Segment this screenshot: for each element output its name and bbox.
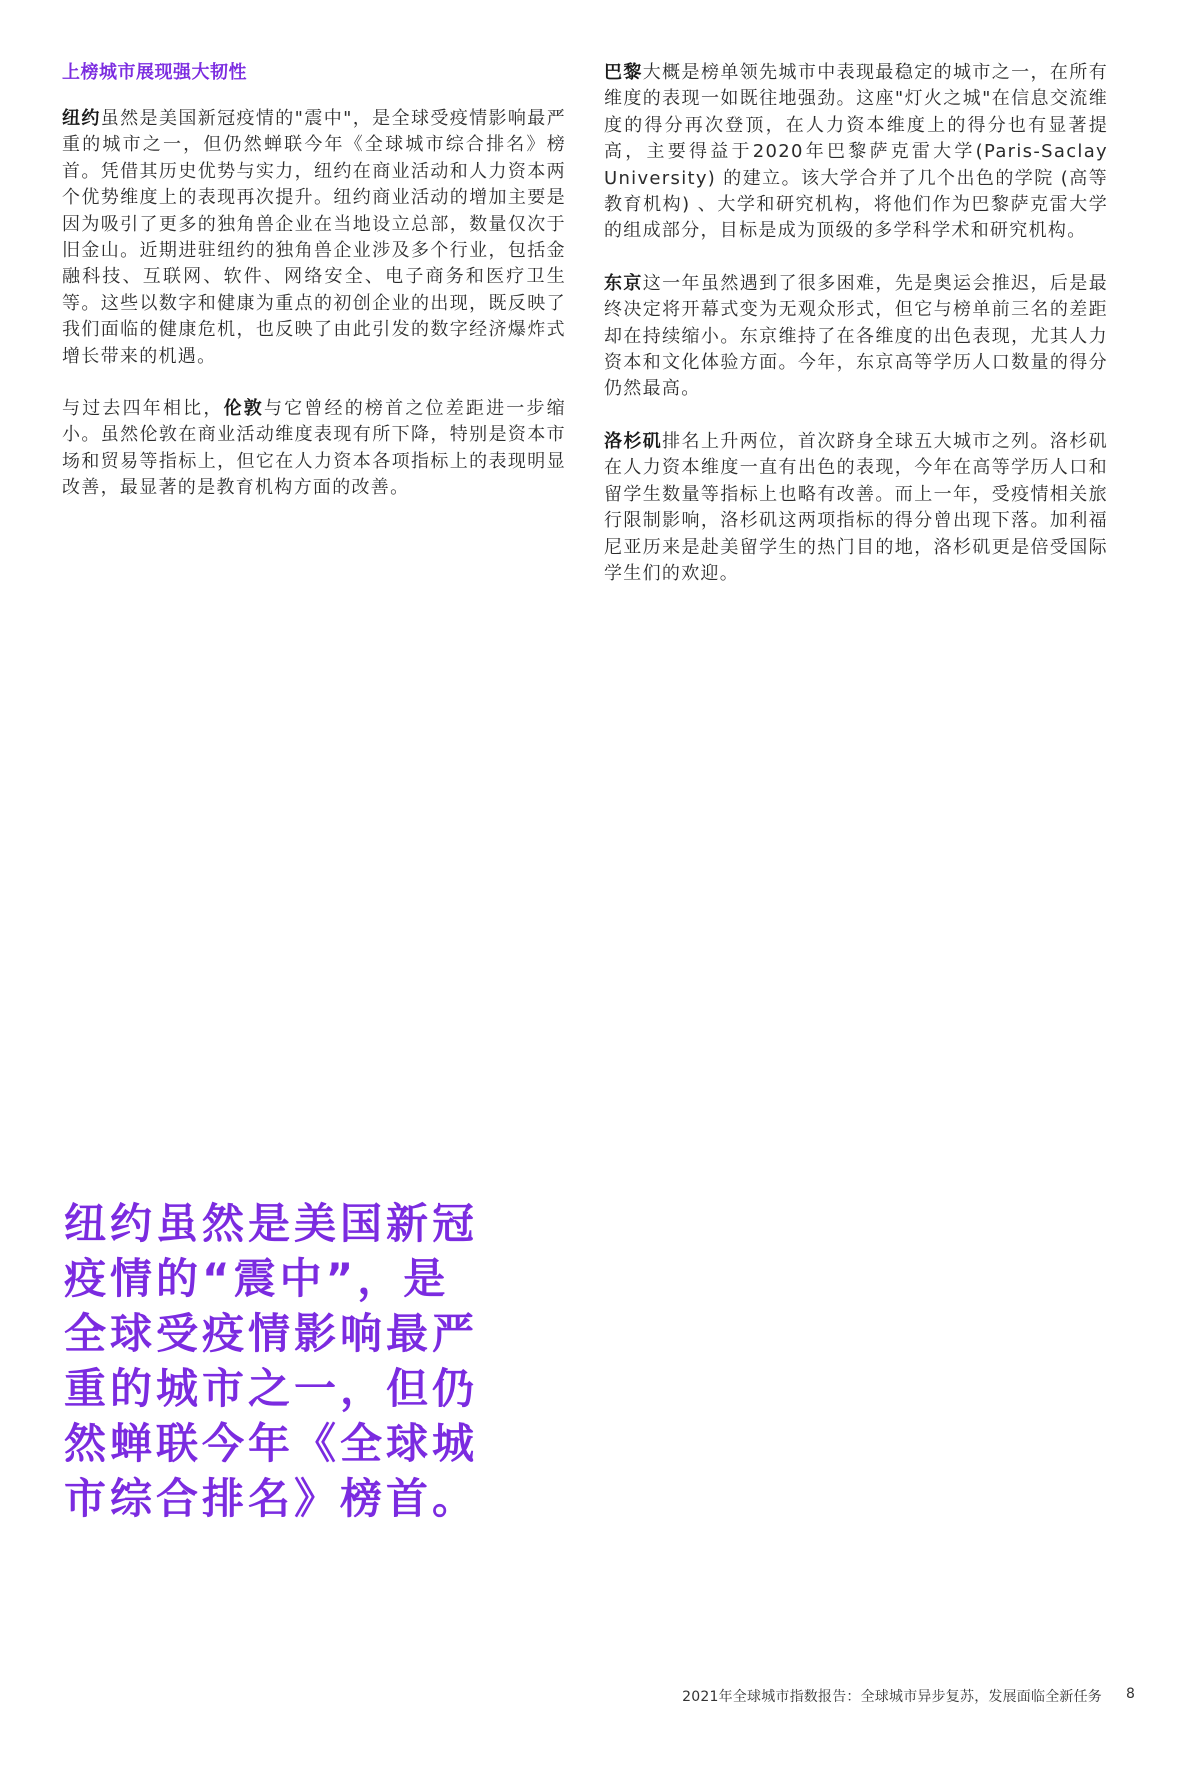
city-name-paris: 巴黎: [604, 62, 643, 83]
page-footer: [0, 1686, 1200, 1710]
city-name-tokyo: 东京: [604, 272, 643, 294]
paragraph-text: 与它曾经的榜首之位差距进一步缩小。虽然伦敦在商业活动维度表现有所下降，特别是资本市场和贸易等指标上，但它在人力资本各项指标上的表现明显改善，最显著的是教育机构方面的改善。: [62, 398, 566, 499]
paragraph-tokyo: [604, 271, 1108, 403]
city-name-new-york: 纽约: [62, 108, 101, 129]
paragraph-london: [62, 396, 566, 502]
paragraph-text: 虽然是美国新冠疫情的"震中"，是全球受疫情影响最严重的城市之一，但仍然蝉联今年《全球城市综合排名》榜首。凭借其历史优势与实力，纽约在商业活动和人力资本两个优势维度上的表现再次提升。纽约商业活动的增加主要是因为吸引了更多的独角兽企业在当地设立总部，数量仅次于旧金山。近期进驻纽约的独角兽企业涉及多个行业，包括金融科技、互联网、软件、网络安全、电子商务和医疗卫生等。这些以数字和健康为重点的初创企业的出现，既反映了我们面临的健康危机，也反映了由此引发的数字经济爆炸式增长带来的机遇。: [62, 108, 566, 367]
paragraph-text: 这一年虽然遇到了很多困难，先是奥运会推迟，后是最终决定将开幕式变为无观众形式，但它与榜单前三名的差距却在持续缩小。东京维持了在各维度的出色表现，尤其人力资本和文化体验方面。今年，东京高等学历人口数量的得分仍然最高。: [604, 272, 1108, 400]
paragraph-new-york: [62, 106, 566, 370]
page-number: 8: [1126, 1686, 1135, 1702]
paragraph-los-angeles: [604, 429, 1108, 587]
pull-quote: 纽约虽然是美国新冠疫情的“震中”，是全球受疫情影响最严重的城市之一，但仍然蝉联今年《全球城市综合排名》榜首。: [64, 1199, 479, 1523]
city-name-los-angeles: 洛杉矶: [604, 430, 663, 452]
paragraph-prefix: 与过去四年相比，: [62, 398, 224, 420]
section-title: 上榜城市展现强大韧性: [62, 62, 247, 83]
paragraph-paris: [604, 60, 1108, 245]
paragraph-text: 排名上升两位，首次跻身全球五大城市之列。洛杉矶在人力资本维度一直有出色的表现，今年在高等学历人口和留学生数量等指标上也略有改善。而上一年，受疫情相关旅行限制影响，洛杉矶这两项指标的得分曾出现下落。加利福尼亚历来是赴美留学生的热门目的地，洛杉矶更是倍受国际学生们的欢迎。: [604, 430, 1108, 584]
left-column: [62, 60, 566, 528]
footer-report-title: 2021年全球城市指数报告：全球城市异步复苏，发展面临全新任务: [682, 1689, 1102, 1705]
right-column: [604, 60, 1108, 613]
city-name-london: 伦敦: [223, 398, 264, 420]
paragraph-text: 大概是榜单领先城市中表现最稳定的城市之一，在所有维度的表现一如既往地强劲。这座"灯火之城"在信息交流维度的得分再次登顶，在人力资本维度上的得分也有显著提高，主要得益于2020年巴黎萨克雷大学(Paris-Saclay University) 的建立。该大学合并了几个出色的学院 (高等教育机构) 、大学和研究机构，将他们作为巴黎萨克雷大学的组成部分，目标是成为顶级的多学科学术和研究机构。: [604, 62, 1108, 242]
